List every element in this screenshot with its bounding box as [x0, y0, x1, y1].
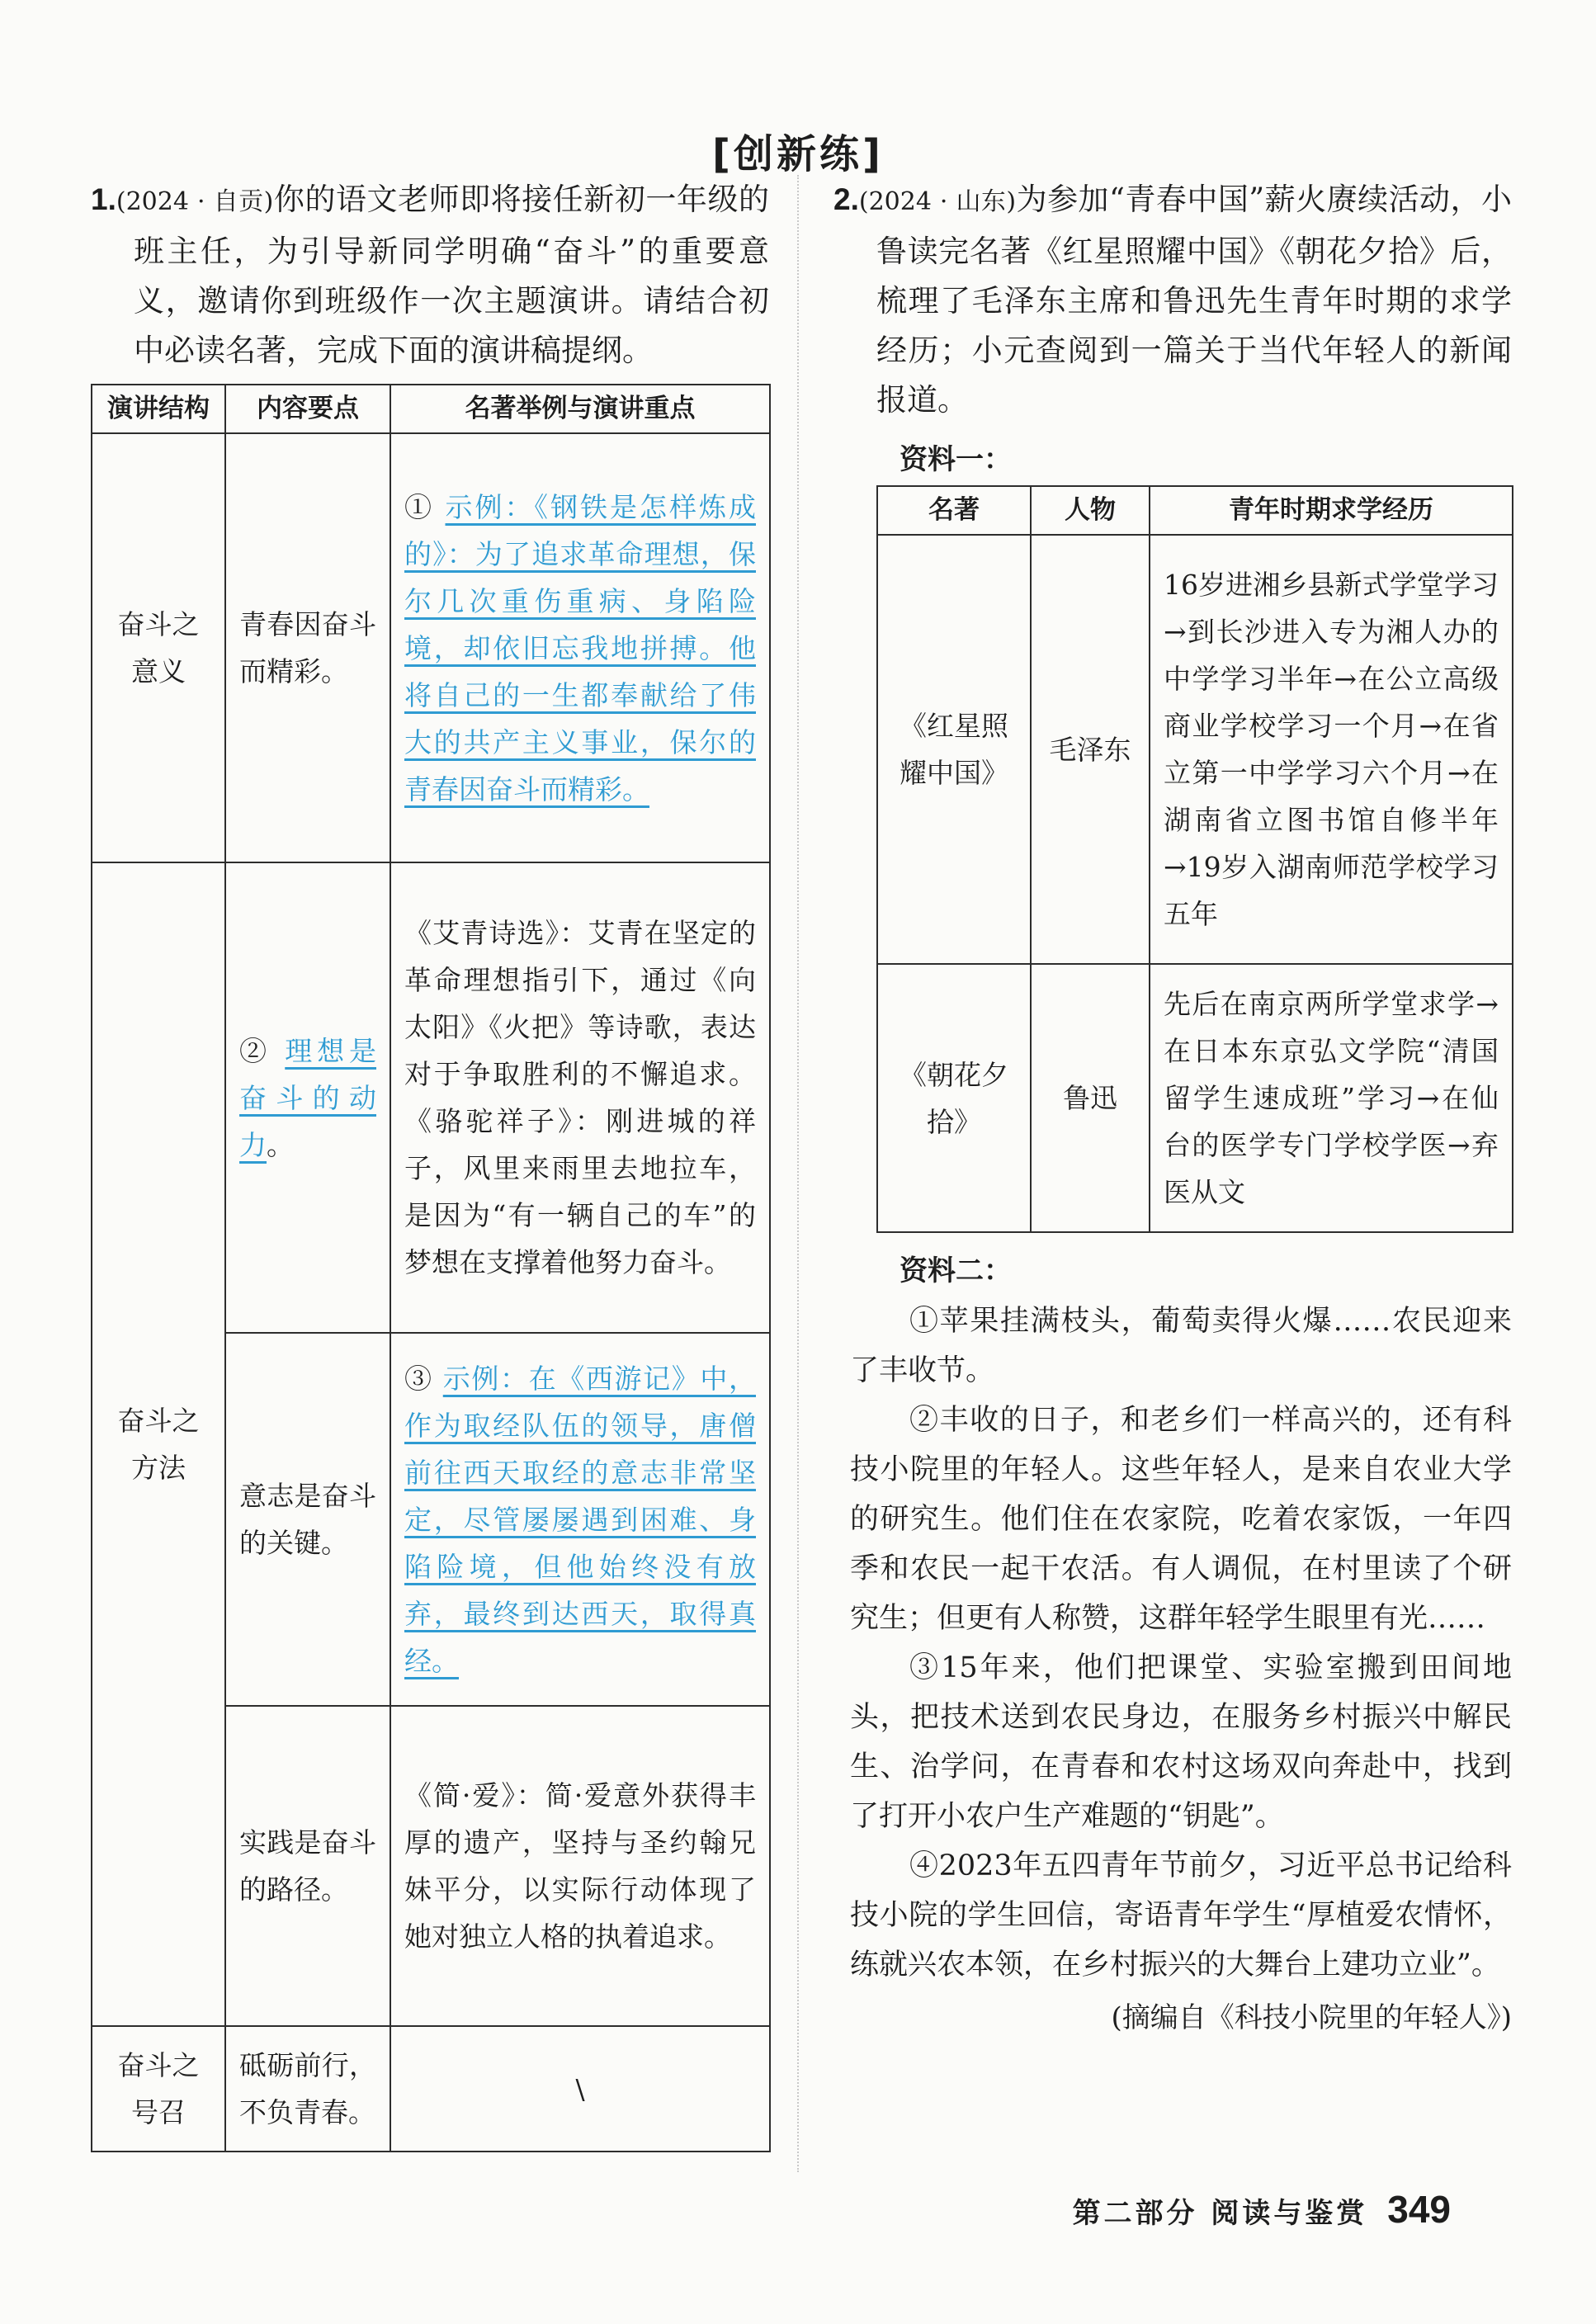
table-row [92, 433, 770, 862]
person-cell: 鲁迅 [1031, 964, 1150, 1232]
table-header-row [877, 486, 1513, 535]
section-title: [创新练] [712, 131, 884, 177]
question-2-prompt [833, 175, 1512, 425]
table-header: 内容要点 [225, 385, 390, 433]
table-header: 青年时期求学经历 [1150, 486, 1513, 535]
question-2-source: (2024 · 山东) [858, 187, 1017, 216]
structure-cell: 奋斗之方法 [92, 862, 225, 2026]
article-paragraph: ③15年来，他们把课堂、实验室搬到田间地头，把技术送到农民身边，在服务乡村振兴中解民生、治学问，在青春和农村这场双向奔赴中，找到了打开小农户生产难题的“钥匙”。 [850, 1651, 1512, 1833]
speech-outline-table [91, 384, 771, 2152]
example-cell [390, 433, 770, 862]
point-cell: 实践是奋斗的路径。 [225, 1706, 390, 2026]
table-header: 名著举例与演讲重点 [390, 385, 770, 433]
article-paragraph: ④2023年五四青年节前夕，习近平总书记给科技小院的学生回信，寄语青年学生“厚植爱农情怀，练就兴农本领，在乡村振兴的大舞台上建功立业”。 [850, 1849, 1512, 1982]
question-1 [91, 175, 769, 2152]
page-footer [1073, 2187, 1451, 2232]
book-cell: 《红星照耀中国》 [877, 535, 1031, 964]
page-number: 349 [1387, 2188, 1451, 2231]
point-cell: 意志是奋斗的关键。 [225, 1333, 390, 1706]
structure-cell: 奋斗之号召 [92, 2026, 225, 2152]
footer-section: 阅读与鉴赏 [1211, 2197, 1368, 2230]
article-citation: (摘编自《科技小院里的年轻人》) [1111, 2001, 1512, 2034]
example-cell: 《简·爱》：简·爱意外获得丰厚的遗产，坚持与圣约翰兄妹平分，以实际行动体现了她对独立人格的执着追求。 [390, 1706, 770, 2026]
example-cell: \ [390, 2026, 770, 2152]
column-divider [797, 175, 799, 2172]
news-article [833, 1297, 1512, 1990]
table-row [877, 964, 1513, 1232]
blank-marker: ③ [404, 1362, 433, 1395]
table-header: 演讲结构 [92, 385, 225, 433]
table-row [92, 2026, 770, 2152]
structure-cell: 奋斗之意义 [92, 433, 225, 862]
article-paragraph: ①苹果挂满枝头，葡萄卖得火爆……农民迎来了丰收节。 [850, 1305, 1512, 1387]
point-cell: 砥砺前行，不负青春。 [225, 2026, 390, 2152]
answer-text: 示例：《钢铁是怎样炼成的》：为了追求革命理想，保尔几次重伤重病、身陷险境，却依旧忘我地拼搏。他将自己的一生都奉献给了伟大的共产主义事业，保尔的青春因奋斗而精彩。 [404, 490, 756, 805]
table-row [877, 535, 1513, 964]
article-paragraph: ②丰收的日子，和老乡们一样高兴的，还有科技小院里的年轻人。这些年轻人，是来自农业大学的研究生。他们住在农家院，吃着农家饭，一年四季和农民一起干农活。有人调侃，在村里读了个研究生；但更有人称赞，这群年轻学生眼里有光…… [850, 1404, 1512, 1635]
point-suffix: 。 [267, 1128, 294, 1161]
question-2 [833, 175, 1512, 2035]
table-header: 名著 [877, 486, 1031, 535]
experience-cell: 16岁进湘乡县新式学堂学习→到长沙进入专为湘人办的中学学习半年→在公立高级商业学校学习一个月→在省立第一中学学习六个月→在湖南省立图书馆自修半年→19岁入湖南师范学校学习五年 [1150, 535, 1513, 964]
book-cell: 《朝花夕拾》 [877, 964, 1031, 1232]
experience-cell: 先后在南京两所学堂求学→在日本东京弘文学院“清国留学生速成班”学习→在仙台的医学专门学校学医→弃医从文 [1150, 964, 1513, 1232]
table-header: 人物 [1031, 486, 1150, 535]
question-2-text: 为参加“青春中国”薪火赓续活动，小鲁读完名著《红星照耀中国》《朝花夕拾》后，梳理了毛泽东主席和鲁迅先生青年时期的求学经历；小元查阅到一篇关于当代年轻人的新闻报道。 [876, 182, 1512, 418]
example-cell [390, 1333, 770, 1706]
table-row [92, 862, 770, 1333]
answer-text: 示例：在《西游记》中，作为取经队伍的领导，唐僧前往西天取经的意志非常坚定，尽管屡屡遇到困难、身陷险境，但他始终没有放弃，最终到达西天，取得真经。 [404, 1362, 756, 1677]
example-cell: 《艾青诗选》：艾青在坚定的革命理想指引下，通过《向太阳》《火把》等诗歌，表达对于争取胜利的不懈追求。《骆驼祥子》：刚进城的祥子，风里来雨里去地拉车，是因为“有一辆自己的车”的梦想在支撑着他努力奋斗。 [390, 862, 770, 1333]
material-1-label: 资料一： [900, 443, 1012, 476]
question-1-prompt [91, 175, 769, 376]
study-experience-table [876, 485, 1513, 1233]
question-1-number: 1. [91, 182, 116, 216]
question-1-text: 你的语文老师即将接任新初一年级的班主任，为引导新同学明确“奋斗”的重要意义，邀请你到班级作一次主题演讲。请结合初中必读名著，完成下面的演讲稿提纲。 [134, 182, 770, 368]
blank-marker: ① [404, 490, 434, 523]
point-cell [225, 862, 390, 1333]
material-2-label: 资料二： [900, 1254, 1012, 1287]
point-cell: 青春因奋斗而精彩。 [225, 433, 390, 862]
question-1-source: (2024 · 自贡) [116, 187, 274, 216]
question-2-number: 2. [833, 182, 859, 216]
footer-part: 第二部分 [1072, 2197, 1198, 2230]
blank-marker: ② [239, 1034, 272, 1067]
table-header-row [92, 385, 770, 433]
person-cell: 毛泽东 [1031, 535, 1150, 964]
answer-text: 理想是奋斗的动力 [239, 1034, 376, 1161]
